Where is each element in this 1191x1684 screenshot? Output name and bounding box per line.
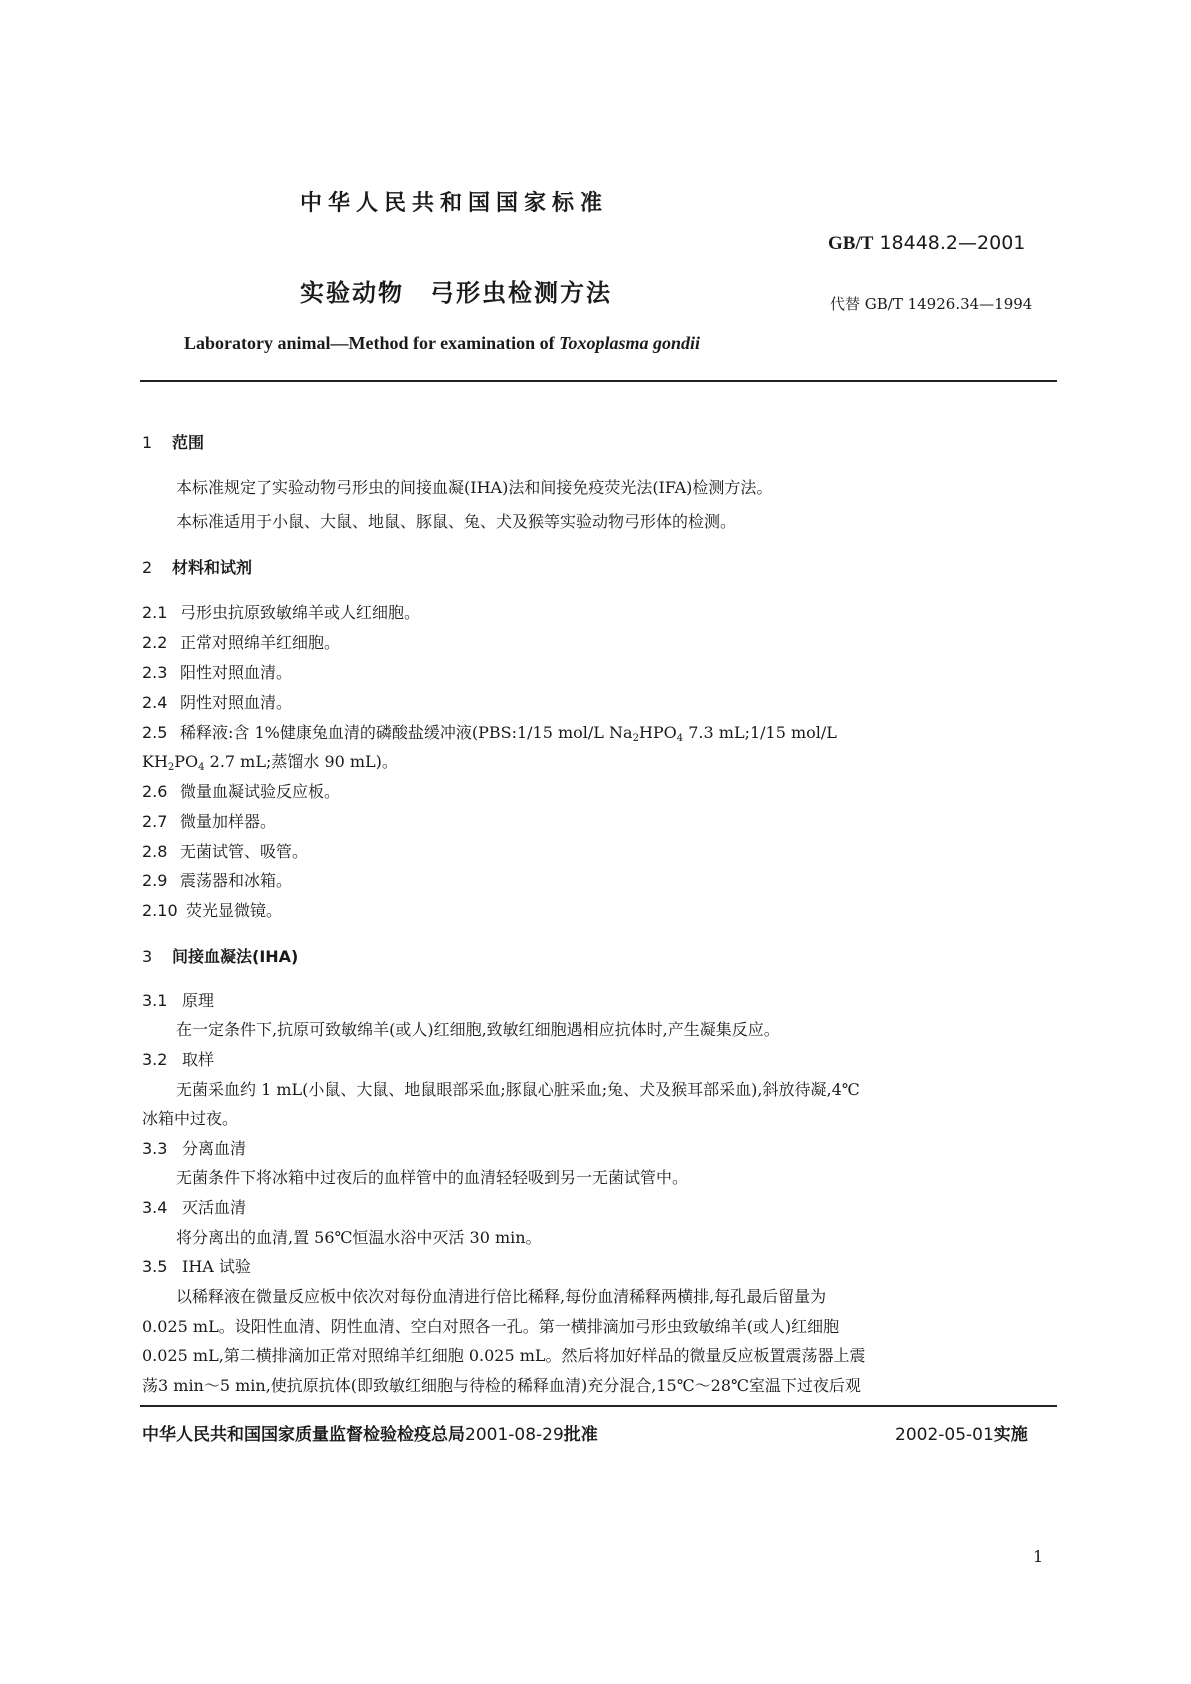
section-2-heading: 2 材料和试剂 (142, 558, 253, 577)
subsection-3-3-text: 无菌条件下将冰箱中过夜后的血样管中的血清轻轻吸到另一无菌试管中。 (176, 1168, 689, 1187)
list-item: 2.5 稀释液:含 1%健康兔血清的磷酸盐缓冲液(PBS:1/15 mol/L $Na_2HPO_4$ 7.3 mL;1/15 mol/L (142, 723, 837, 744)
subsection-3-5-heading: 3.5 IHA 试验 (142, 1257, 251, 1276)
english-title-main: Laboratory animal—Method for examination of (184, 333, 560, 353)
subsection-3-2-text-cont: 冰箱中过夜。 (142, 1109, 239, 1128)
subsection-3-5-line-4: 荡3 min～5 min,使抗原抗体(即致敏红细胞与待检的稀释血清)充分混合,15℃～28℃室温下过夜后观 (142, 1376, 861, 1395)
subsection-3-1-text: 在一定条件下,抗原可致敏绵羊(或人)红细胞,致敏红细胞遇相应抗体时,产生凝集反应。 (176, 1020, 780, 1039)
standard-prefix: GB/T (828, 233, 874, 254)
subsection-3-2-text: 无菌采血约 1 mL(小鼠、大鼠、地鼠眼部采血;豚鼠心脏采血;兔、犬及猴耳部采血),斜放待凝,4℃ (176, 1080, 860, 1099)
list-item: 2.2 正常对照绵羊红细胞。 (142, 633, 341, 652)
standard-number (828, 232, 1025, 255)
section-1-paragraph-2: 本标准适用于小鼠、大鼠、地鼠、豚鼠、兔、犬及猴等实验动物弓形体的检测。 (176, 512, 737, 531)
approval-date: 2001-08-29 (465, 1425, 564, 1445)
english-title (184, 333, 700, 354)
implementation-line: 2002-05-01实施 (895, 1425, 1028, 1445)
subsection-3-2-heading: 3.2 取样 (142, 1050, 215, 1069)
list-item: 2.9 震荡器和冰箱。 (142, 871, 293, 890)
subsection-3-1-heading: 3.1 原理 (142, 991, 215, 1010)
section-1-paragraph-1: 本标准规定了实验动物弓形虫的间接血凝(IHA)法和间接免疫荧光法(IFA)检测方法。 (176, 478, 773, 497)
list-item: 2.1 弓形虫抗原致敏绵羊或人红细胞。 (142, 603, 421, 622)
subsection-3-3-heading: 3.3 分离血清 (142, 1139, 247, 1158)
list-item: 2.6 微量血凝试验反应板。 (142, 782, 341, 801)
section-3-heading: 3 间接血凝法(IHA) (142, 947, 299, 966)
subsection-3-5-line-1: 以稀释液在微量反应板中依次对每份血清进行倍比稀释,每份血清稀释两横排,每孔最后留量为 (176, 1287, 827, 1306)
replaces-standard: 代替 GB/T 14926.34—1994 (830, 295, 1033, 313)
document-title: 实验动物 弓形虫检测方法 (300, 279, 612, 307)
implementation-date: 2002-05-01 (895, 1425, 994, 1445)
standard-number-value: 18448.2—2001 (879, 232, 1026, 254)
subsection-3-5-line-2: 0.025 mL。设阳性血清、阴性血清、空白对照各一孔。第一横排滴加弓形虫致敏绵羊(或人)红细胞 (142, 1317, 840, 1336)
subsection-3-4-heading: 3.4 灭活血清 (142, 1198, 247, 1217)
list-item: 2.4 阴性对照血清。 (142, 693, 293, 712)
footer-divider (140, 1405, 1057, 1407)
list-item: 2.7 微量加样器。 (142, 812, 277, 831)
english-title-species: Toxoplasma gondii (559, 333, 701, 353)
section-1-heading: 1 范围 (142, 433, 205, 452)
approval-line: 中华人民共和国国家质量监督检验检疫总局2001-08-29批准 (142, 1425, 598, 1445)
page-number: 1 (1033, 1547, 1044, 1566)
standard-category-title: 中华人民共和国国家标准 (300, 191, 609, 216)
subsection-3-5-line-3: 0.025 mL,第二横排滴加正常对照绵羊红细胞 0.025 mL。然后将加好样品的微量反应板置震荡器上震 (142, 1346, 866, 1365)
header-divider (140, 380, 1057, 382)
list-item: 2.8 无菌试管、吸管。 (142, 842, 309, 861)
subsection-3-4-text: 将分离出的血清,置 56℃恒温水浴中灭活 30 min。 (176, 1228, 542, 1247)
list-item-continuation: $KH_2PO_4$ 2.7 mL;蒸馏水 90 mL)。 (142, 752, 398, 773)
list-item: 2.10 荧光显微镜。 (142, 901, 283, 920)
list-item: 2.3 阳性对照血清。 (142, 663, 293, 682)
